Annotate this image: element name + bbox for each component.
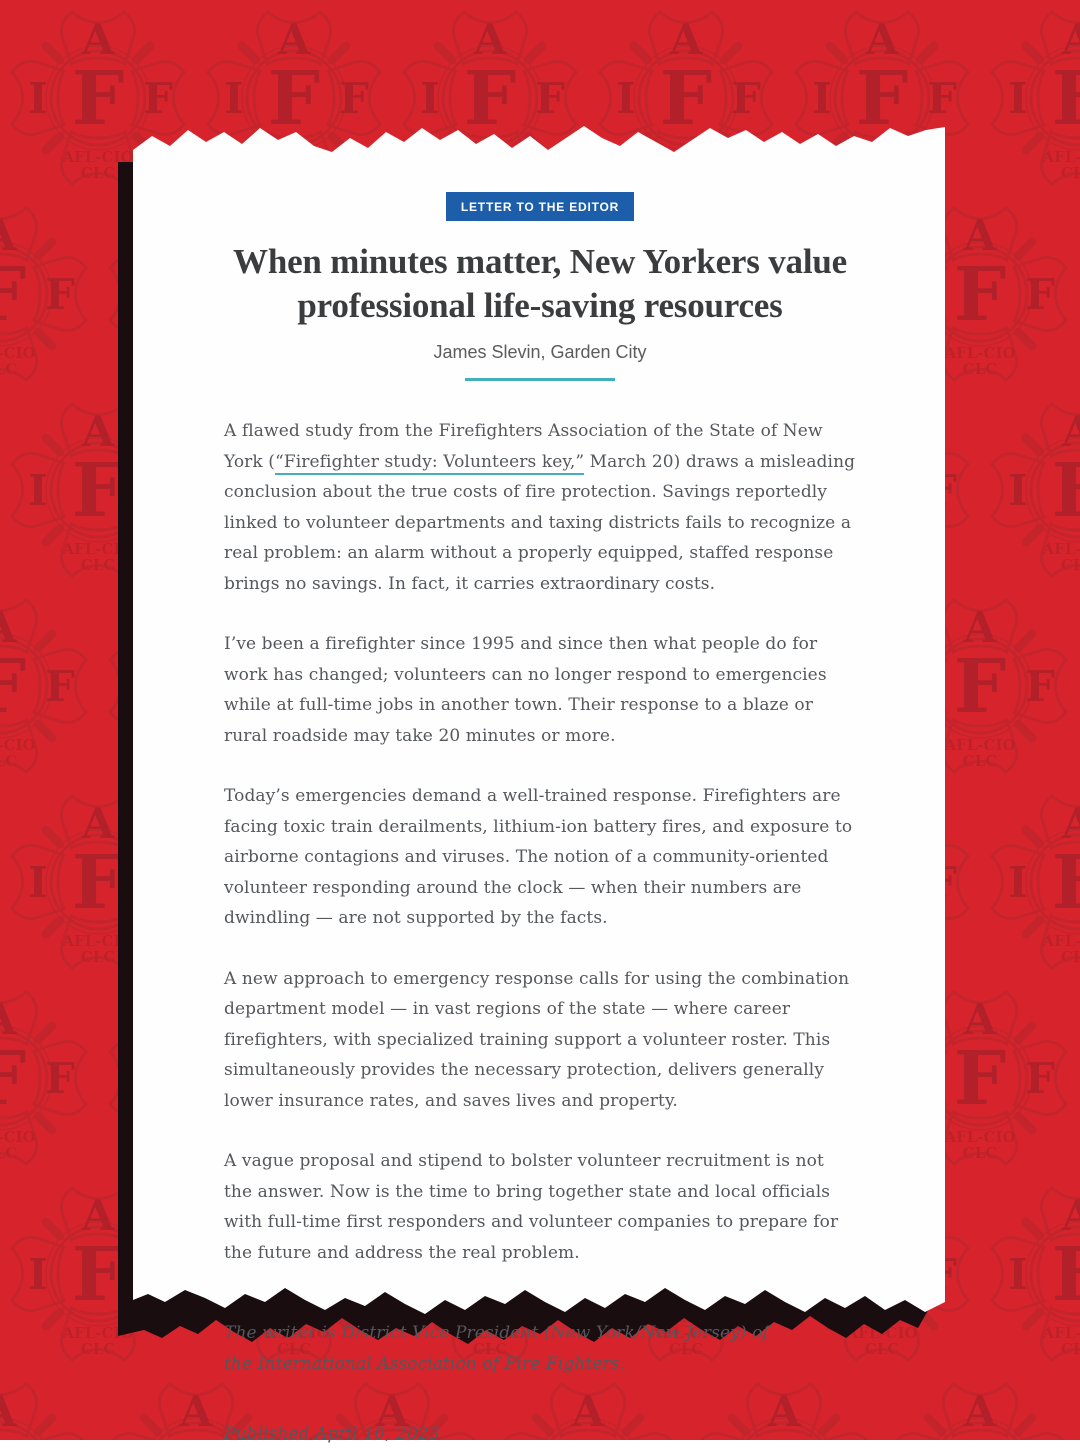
byline: James Slevin, Garden City xyxy=(433,342,647,362)
lead-text-before: A flawed study from the Firefighters Association of the State of New York ( xyxy=(224,421,823,472)
published-date: Published April 10, 2023 xyxy=(224,1424,440,1444)
paragraph-2: I’ve been a firefighter since 1995 and since then what people do for work has changed; volunteers can no longer respond to emergencies while at full-time jobs in another town. Their response to a blaze or rural roadside may take 20 minutes or more. xyxy=(224,634,827,746)
firefighter-study-link[interactable]: “Firefighter study: Volunteers key,” xyxy=(275,452,584,475)
paragraph-3: Today’s emergencies demand a well-trained response. Firefighters are facing toxic train derailments, lithium-ion battery fires, and exposure to airborne contagions and viruses. The notion of a community-oriented volunteer responding around the clock — when their numbers are dwindling — are not supported by the facts. xyxy=(224,786,853,928)
article-title: When minutes matter, New Yorkers value professional life-saving resources xyxy=(233,242,847,325)
paragraph-5: A vague proposal and stipend to bolster volunteer recruitment is not the answer. Now is the time to bring together state and local officials with full-time first responders and volunteer companies to prepare for the future and address the real problem. xyxy=(224,1151,839,1263)
article xyxy=(224,0,856,1450)
author-signature: The writer is District Vice President (New York/New Jersey) of the International Association of Fire Fighters. xyxy=(224,1323,769,1374)
paragraph-lead xyxy=(224,416,856,599)
paragraph-4: A new approach to emergency response calls for using the combination department model — in vast regions of the state — where career firefighters, with specialized training support a volunteer roster. This simultaneously provides the necessary protection, delivers generally lower insurance rates, and saves lives and property. xyxy=(224,968,850,1111)
byline-divider xyxy=(465,378,615,381)
kicker-badge[interactable]: LETTER TO THE EDITOR xyxy=(446,192,634,221)
lead-text-after: March 20) draws a misleading conclusion about the true costs of fire protection. Savings reportedly linked to volunteer departments and taxing districts fails to recognize a real problem: an alarm without a properly equipped, staffed response brings no savings. In fact, it carries extraordinary costs. xyxy=(224,451,856,594)
